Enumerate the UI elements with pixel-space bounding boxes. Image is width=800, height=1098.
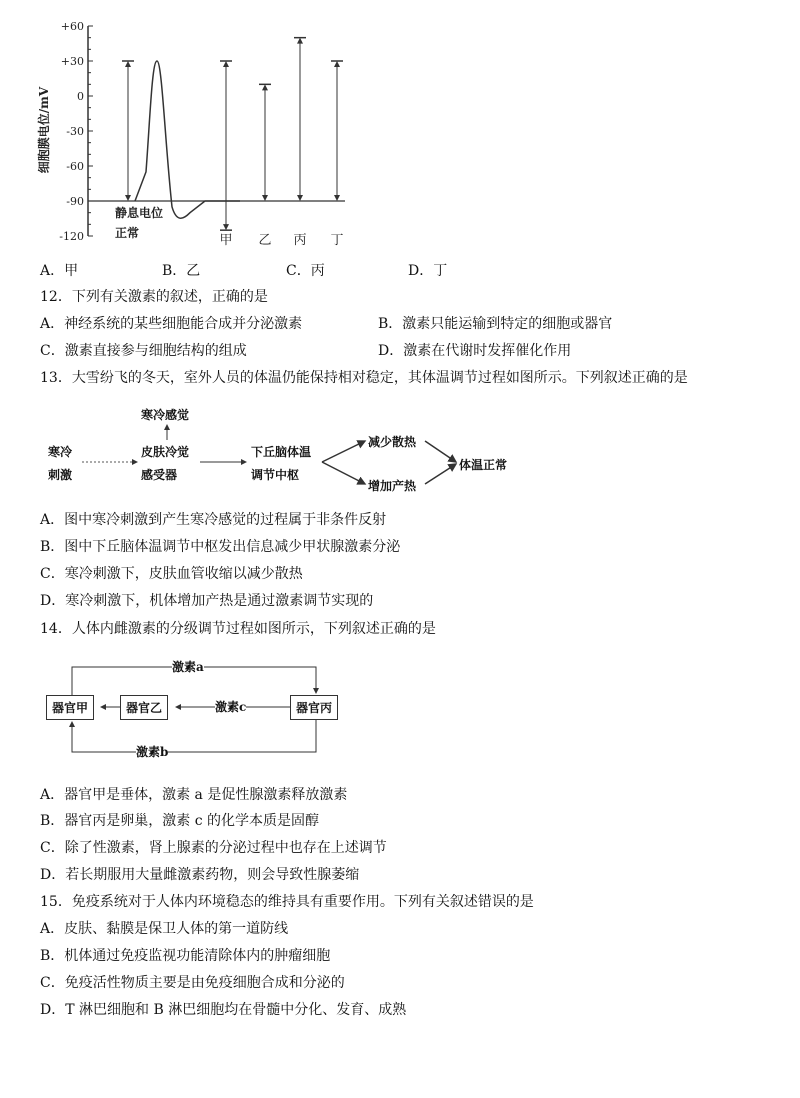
stimulus-label: 寒冷 bbox=[48, 445, 73, 459]
y-tick-label: +60 bbox=[60, 20, 84, 33]
q15-option-a: A．皮肤、黏膜是保卫人体的第一道防线 bbox=[40, 921, 289, 937]
q12-option-a: A．神经系统的某些细胞能合成并分泌激素 bbox=[40, 316, 303, 332]
y-tick-label: +30 bbox=[60, 55, 84, 68]
center-label: 调节中枢 bbox=[251, 468, 300, 482]
organ-bing-box: 器官丙 bbox=[290, 695, 338, 720]
question-13-stem: 13．大雪纷飞的冬天，室外人员的体温仍能保持相对稳定，其体温调节过程如图所示。下列叙述正确的是 bbox=[40, 370, 688, 386]
y-tick-label: -30 bbox=[66, 125, 84, 138]
q14-option-a: A．器官甲是垂体，激素 a 是促性腺激素释放激素 bbox=[40, 787, 348, 803]
q12-option-d: D．激素在代谢时发挥催化作用 bbox=[378, 343, 572, 359]
bar-label: 丁 bbox=[330, 233, 344, 248]
q11-option-c: C．丙 bbox=[286, 263, 325, 279]
q12-option-c: C．激素直接参与细胞结构的组成 bbox=[40, 343, 247, 359]
y-axis-label: 细胞膜电位/mV bbox=[37, 86, 51, 174]
hormone-a-label: 激素a bbox=[172, 660, 204, 674]
receptor-label: 皮肤冷觉 bbox=[141, 445, 190, 459]
bar-label: 乙 bbox=[258, 233, 272, 248]
q14-option-c: C．除了性激素，肾上腺素的分泌过程中也存在上述调节 bbox=[40, 840, 387, 856]
q12-option-b: B．激素只能运输到特定的细胞或器官 bbox=[378, 316, 613, 332]
arrowhead bbox=[223, 224, 229, 230]
q11-option-a: A．甲 bbox=[40, 263, 79, 279]
sensation-label: 寒冷感觉 bbox=[141, 408, 190, 422]
arrowhead bbox=[125, 195, 131, 201]
bar-label: 丙 bbox=[293, 233, 307, 248]
organ-yi-box: 器官乙 bbox=[120, 695, 168, 720]
receptor-label: 感受器 bbox=[141, 468, 178, 482]
arrowhead bbox=[297, 38, 303, 44]
center-label: 下丘脑体温 bbox=[251, 445, 312, 459]
arrowhead bbox=[262, 195, 268, 201]
question-14-stem: 14．人体内雌激素的分级调节过程如图所示，下列叙述正确的是 bbox=[40, 621, 436, 637]
stimulus-label: 刺激 bbox=[48, 468, 73, 482]
arrowhead bbox=[125, 61, 131, 67]
arrowhead bbox=[334, 61, 340, 67]
q14-option-b: B．器官丙是卵巢，激素 c 的化学本质是固醇 bbox=[40, 813, 320, 829]
membrane-potential-chart bbox=[0, 0, 380, 255]
q13-option-b: B．图中下丘脑体温调节中枢发出信息减少甲状腺激素分泌 bbox=[40, 539, 401, 555]
arrowhead bbox=[223, 61, 229, 67]
q15-option-c: C．免疫活性物质主要是由免疫细胞合成和分泌的 bbox=[40, 975, 345, 991]
y-tick-label: 0 bbox=[77, 90, 84, 103]
question-15-stem: 15．免疫系统对于人体内环境稳态的维持具有重要作用。下列有关叙述错误的是 bbox=[40, 894, 534, 910]
action-potential-curve bbox=[135, 61, 240, 218]
y-tick-label: -120 bbox=[59, 230, 84, 243]
arrowhead bbox=[262, 84, 268, 90]
result-label: 体温正常 bbox=[459, 458, 508, 472]
q13-option-c: C．寒冷刺激下，皮肤血管收缩以减少散热 bbox=[40, 566, 303, 582]
q14-option-d: D．若长期服用大量雌激素药物，则会导致性腺萎缩 bbox=[40, 867, 360, 883]
organ-jia-box: 器官甲 bbox=[46, 695, 94, 720]
q15-option-d: D．T 淋巴细胞和 B 淋巴细胞均在骨髓中分化、发育、成熟 bbox=[40, 1002, 407, 1018]
arrowhead bbox=[297, 195, 303, 201]
reduce-heat-label: 减少散热 bbox=[368, 435, 417, 449]
hormone-b-label: 激素b bbox=[136, 745, 169, 759]
resting-label: 静息电位 bbox=[115, 206, 164, 220]
q13-option-d: D．寒冷刺激下，机体增加产热是通过激素调节实现的 bbox=[40, 593, 374, 609]
increase-heat-label: 增加产热 bbox=[368, 479, 417, 493]
bar-label: 甲 bbox=[219, 233, 233, 248]
question-12-stem: 12．下列有关激素的叙述，正确的是 bbox=[40, 289, 268, 305]
normal-label: 正常 bbox=[115, 226, 140, 240]
hormone-c-label: 激素c bbox=[215, 700, 247, 714]
q11-option-d: D．丁 bbox=[408, 263, 448, 279]
q15-option-b: B．机体通过免疫监视功能清除体内的肿瘤细胞 bbox=[40, 948, 331, 964]
y-tick-label: -90 bbox=[66, 195, 84, 208]
y-tick-label: -60 bbox=[66, 160, 84, 173]
arrowhead bbox=[334, 195, 340, 201]
q11-option-b: B．乙 bbox=[162, 263, 201, 279]
q13-option-a: A．图中寒冷刺激到产生寒冷感觉的过程属于非条件反射 bbox=[40, 512, 387, 528]
